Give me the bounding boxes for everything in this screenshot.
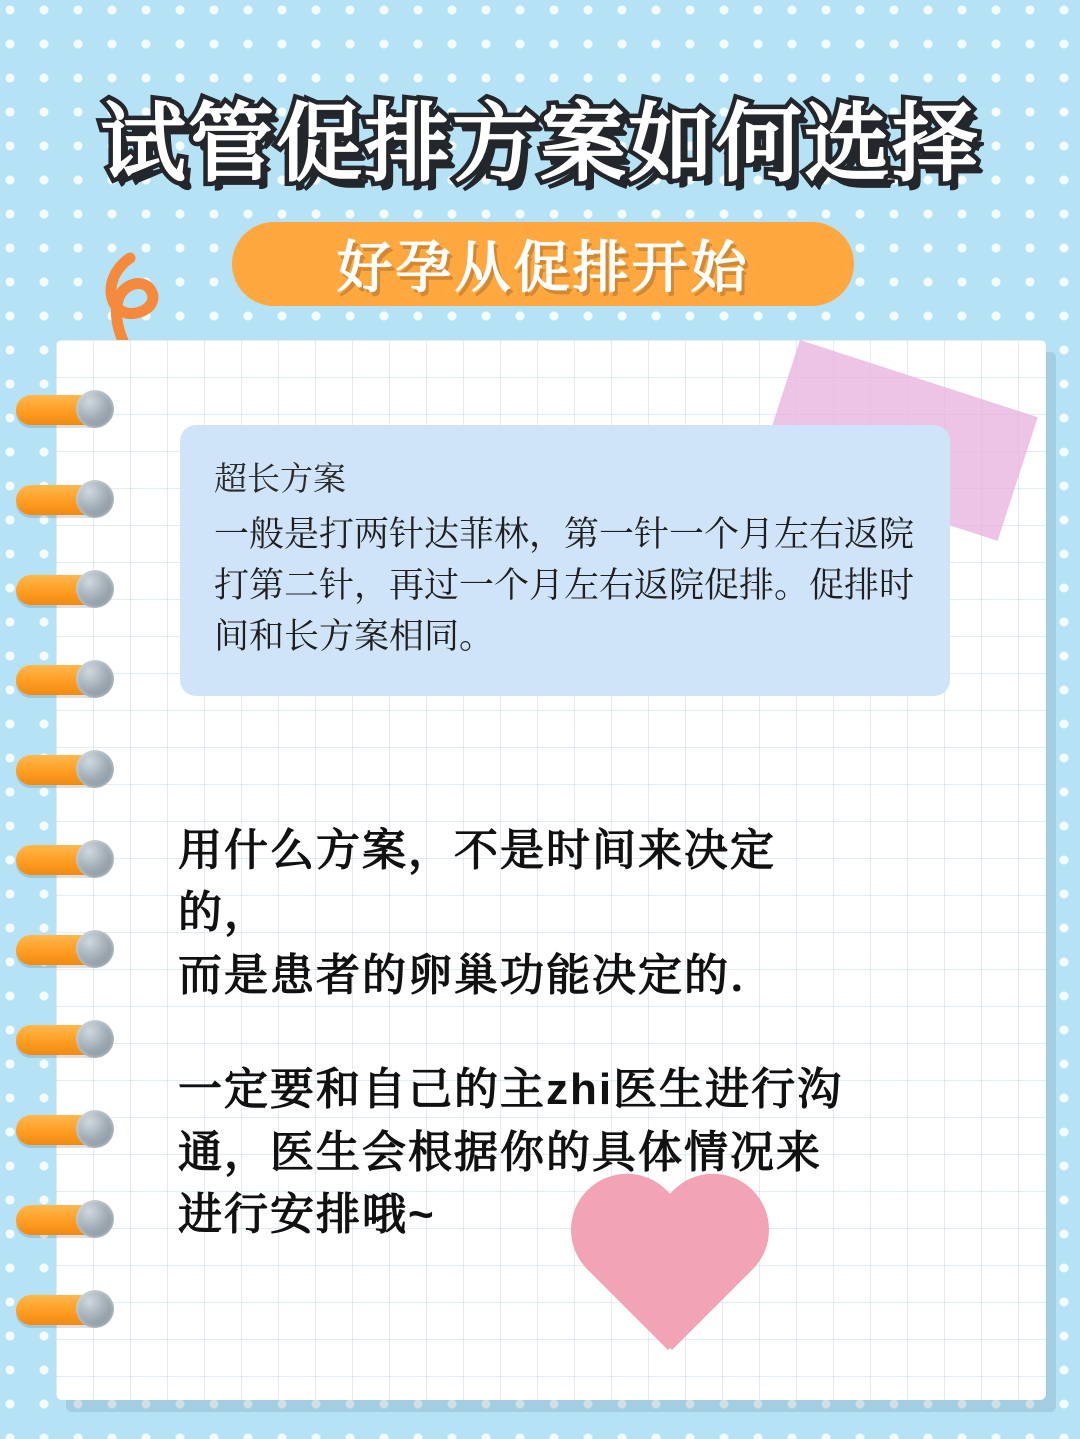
subtitle-badge (232, 222, 854, 306)
binding-ring (16, 935, 108, 965)
heart-icon (560, 1180, 780, 1380)
binding-ring (16, 485, 108, 515)
body-line: 用什么方案，不是时间来决定 (178, 826, 776, 875)
binding-ring (16, 1295, 108, 1325)
callout-box (180, 425, 950, 696)
spiral-binding (16, 395, 136, 1355)
binding-ring (16, 755, 108, 785)
body-line: 的， (178, 888, 270, 938)
binding-ring (16, 575, 108, 605)
page-title: 试管促排方案如何选择 (100, 96, 980, 192)
binding-ring (16, 1025, 108, 1055)
binding-ring (16, 665, 108, 695)
binding-ring (16, 1205, 108, 1235)
body-line: 通，医生会根据你的具体情况来 (178, 1127, 822, 1177)
binding-ring (16, 1115, 108, 1145)
subtitle-text: 好孕从促排开始 (336, 236, 750, 299)
body-line: 一定要和自己的主zhi医生进行沟 (178, 1065, 844, 1115)
callout-heading: 超长方案 (214, 462, 346, 498)
paragraph-gap (178, 1007, 958, 1059)
callout-body: 一般是打两针达菲林，第一针一个月左右返院打第二针，再过一个月左右返院促排。促排时间和长方案相同。 (214, 515, 915, 656)
binding-ring (16, 845, 108, 875)
body-line: 而是患者的卵巢功能决定的． (178, 950, 776, 1000)
body-line: 进行安排哦~ (178, 1190, 436, 1240)
binding-ring (16, 395, 108, 425)
